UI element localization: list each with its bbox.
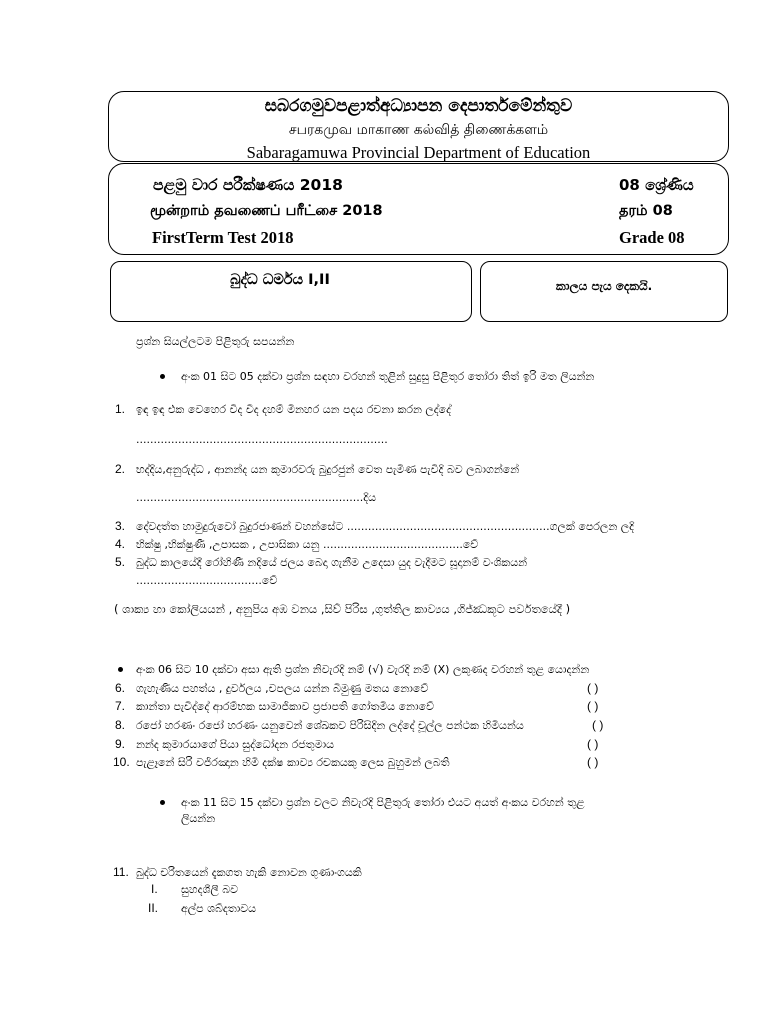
question-text: රජෝ හරණං රජෝ හරණං යනුවෙන් ශේඛකව පිරිසිදින ලද්දේ චූල්ල පන්ථක හිමියන්ය — [136, 719, 524, 732]
english-grade: Grade 08 — [619, 228, 685, 247]
option-text: අල්ප ශබ්දතාවය — [181, 902, 257, 915]
question-number: 11. — [113, 865, 129, 879]
tamil-test-title: மூன்றாம் தவணைப் பரீட்சை 2018 — [150, 203, 383, 219]
part1-options: ( ශාක්‍ය හා කෝලියයන් , අනුපිය අඹ වනය ,සිව් පිරිස ,ගුත්තිල කාව්‍යය ,ගිජ්ඣකූට පර්වතයේදී ) — [114, 602, 571, 616]
question-number: 7. — [115, 699, 126, 713]
question-text: ඉඳ ඉඳ එක වෙහෙර වීද වීද දහම් මිනහර යන පදය රචනා කරන ලද්දේ — [136, 403, 452, 416]
part2-instruction: අංක 06 සිට 10 දක්වා අසා ඇති ප්‍රශ්න නිවැරදි නම් (√) වැරදි නම් (X) ලකුණද වරහන් තුළ යොදන්න — [136, 663, 590, 676]
question-text: බුද්ධ කාලයේදී රෝහිණී නදියේ ජලය බෙදා ගැනීම උදෙසා යුද වැදීමට සූදානම් වංශිකයන් — [136, 556, 528, 569]
question-number: 2. — [115, 462, 126, 476]
english-department-title: Sabaragamuwa Provincial Department of Education — [246, 143, 591, 162]
question-text: බුද්ධ චරිතයෙන් දැකගත හැකි නොවන ගුණාංගයකි — [136, 866, 362, 879]
part1-instruction: අංක 01 සිට 05 දක්වා ප්‍රශ්න සඳහා වරහන් තුළින් සුදුසු පිළිතුර තෝරා තිත් ඉරි මත ලියන්න — [181, 370, 595, 383]
bullet-part3 — [160, 800, 165, 805]
answer-line: ....................................වේ — [136, 574, 278, 587]
answer-parenthesis[interactable]: ( ) — [587, 755, 599, 769]
sinhala-grade: 08 ශ්‍රේණිය — [619, 176, 694, 194]
sinhala-department-title: සබරගමුවපළාත්අධ්‍යාපන දෙපාර්තමේන්තුව — [264, 96, 573, 116]
bullet-part2 — [118, 667, 123, 672]
option-number: II. — [148, 901, 159, 915]
question-number: 1. — [115, 402, 126, 416]
question-text: පැළෑනේ සිරි වජිරඤාන හිමි දක්ෂ කාව්‍ය රචකයකු ලෙස බුහුමන් ලබති — [136, 756, 450, 769]
option-number: I. — [151, 882, 158, 896]
tamil-grade: தரம் 08 — [619, 203, 673, 219]
english-test-title: FirstTerm Test 2018 — [152, 228, 294, 247]
answer-parenthesis[interactable]: ( ) — [592, 718, 604, 732]
question-text: දේවදත්ත හාමුදුරුවෝ බුදුරජාණන් වහන්සේට ..........................................................ගලක් පෙරලන ලදි — [136, 520, 635, 533]
subject-box — [110, 261, 472, 322]
answer-line: ........................................................................ — [136, 433, 388, 446]
answer-parenthesis[interactable]: ( ) — [587, 737, 599, 751]
question-text: කාන්තා පැවිද්දේ ආරම්භක සාමාජිකාව ප්‍රජාපති ගෝතමිය නොවේ — [136, 700, 435, 713]
question-number: 9. — [115, 737, 126, 751]
question-number: 3. — [115, 519, 126, 533]
question-text: භද්දිය,අනුරුද්ධ , ආනන්ද යන කුමාරවරු බුදුරජුන් වෙත පැමිණ පැවිදි බව ලබාගන්නේ — [136, 463, 520, 476]
question-number: 5. — [115, 555, 126, 569]
answer-parenthesis[interactable]: ( ) — [587, 699, 599, 713]
question-number: 10. — [113, 755, 130, 769]
main-instruction: ප්‍රශ්න සියල්ලටම පිළිතුරු සපයන්න — [136, 335, 295, 348]
question-number: 4. — [115, 537, 126, 551]
question-number: 8. — [115, 718, 126, 732]
part3-instruction-line2: ලියන්න — [181, 812, 216, 825]
bullet-part1 — [160, 374, 165, 379]
answer-line: .................................................................දිය — [136, 491, 377, 504]
tamil-department-title: சபரகமுவ மாகாண கல்வித் திணைக்களம் — [288, 122, 549, 138]
subject-name: බුද්ධ ධර්මය I,II — [230, 272, 330, 288]
question-text: ගැහැණිය පහත්ය , දුර්වලය ,චපලය යන්න බිමුණු මතය නොවේ — [136, 682, 429, 695]
time-allowed: කාලය පැය දෙකයි. — [555, 279, 653, 293]
question-text: භික්ෂු ,භික්ෂුණී ,උපාසක , උපාසිකා යනු ........................................වේ — [136, 538, 479, 551]
part3-instruction-line1: අංක 11 සිට 15 දක්වා ප්‍රශ්න වලට නිවැරදි පිළිතුරු තෝරා එයට අයත් අංකය වරහන් තුළ — [181, 796, 585, 809]
sinhala-test-title: පළමු වාර පරීක්ෂණය 2018 — [153, 176, 343, 194]
question-number: 6. — [115, 681, 126, 695]
option-text: සුහදශීලී බව — [181, 883, 238, 896]
question-text: නන්ද කුමාරයාගේ පියා සුද්ධෝදන රජතුමාය — [136, 738, 335, 751]
answer-parenthesis[interactable]: ( ) — [587, 681, 599, 695]
